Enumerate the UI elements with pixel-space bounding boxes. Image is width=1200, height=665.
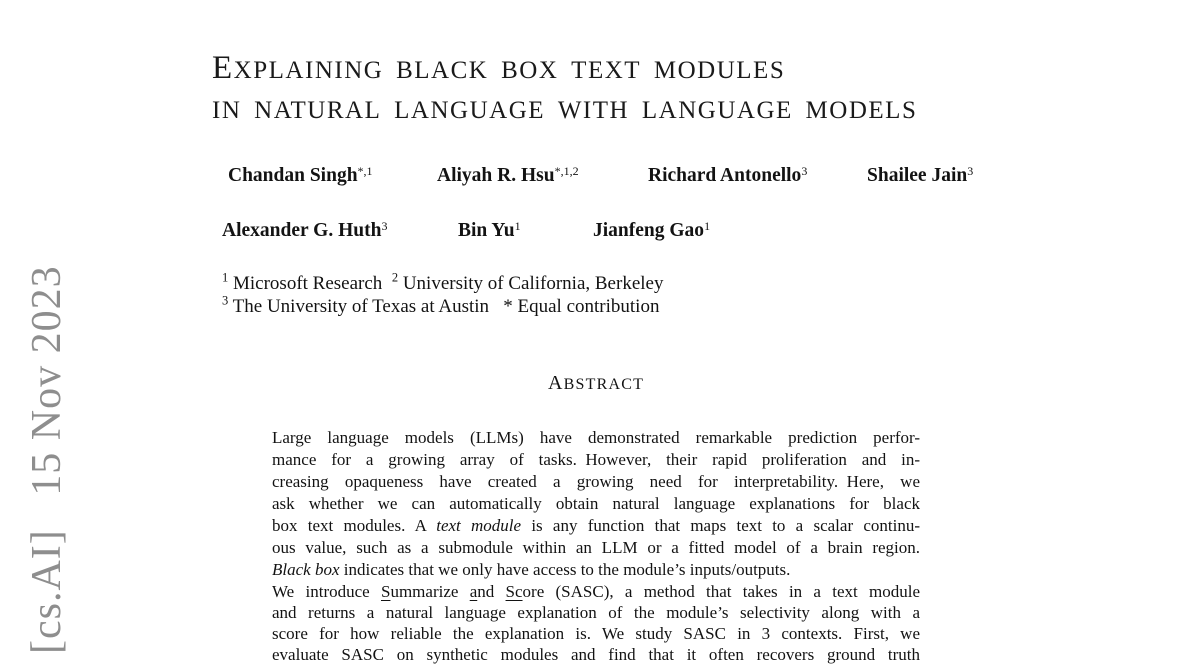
title-char: N	[430, 97, 451, 124]
title-char: A	[736, 97, 757, 124]
title-char: A	[273, 97, 291, 124]
author-superscript: 3	[967, 163, 974, 178]
abstract-text: is any function that maps text to a scalar continu-	[521, 516, 920, 535]
abstract-line	[272, 581, 920, 602]
author-superscript: 1	[514, 218, 521, 233]
abstract-line	[272, 602, 920, 623]
abstract-line	[272, 537, 920, 559]
author-name	[648, 165, 807, 187]
title-char: K	[468, 57, 489, 84]
author-name-text: Chandan Singh	[228, 165, 358, 186]
title-char: E	[587, 57, 605, 84]
abstract-text: ask whether we can automatically obtain natural language explanations for black	[272, 494, 920, 513]
title-char: E	[753, 57, 770, 84]
abstract-heading	[272, 372, 920, 395]
affiliation-superscript: 1	[222, 270, 229, 285]
author-name	[437, 165, 579, 187]
title-char: I	[212, 97, 222, 124]
title-char	[545, 90, 558, 126]
abstract-text: mance for a growing array of tasks. However, their rapid proliferation and in-	[272, 450, 920, 469]
abstract-paragraph-2	[272, 581, 920, 665]
author-name-text: Jianfeng Gao	[593, 220, 705, 241]
author-name-text: Bin Yu	[458, 220, 515, 241]
abstract-text: creasing opaqueness have created a growing need for interpretability. Here, we	[272, 472, 920, 491]
title-char: O	[829, 97, 849, 124]
author-name-text: Aliyah R. Hsu	[437, 165, 555, 186]
author-name	[458, 220, 521, 242]
arxiv-watermark: [cs.AI] 15 Nov 2023	[24, 265, 70, 654]
title-char: T	[624, 57, 642, 84]
title-char: W	[557, 97, 583, 124]
affiliation-text: University of California, Berkeley	[398, 273, 664, 294]
title-char: T	[585, 376, 597, 393]
title-char: U	[469, 97, 490, 124]
title-char: S	[769, 57, 786, 84]
abstract-text: nd	[477, 582, 506, 601]
title-char: G	[756, 97, 776, 124]
title-char: A	[345, 97, 365, 124]
title-char: C	[621, 376, 634, 393]
abstract-text: indicates that we only have access to the module’s inputs/outputs.	[339, 560, 791, 579]
abstract-underlined-text: S	[380, 582, 391, 601]
title-char: L	[641, 97, 659, 124]
title-char: T	[290, 97, 308, 124]
author-superscript: *,1	[357, 163, 373, 178]
title-char	[629, 90, 642, 126]
affiliation-line2	[222, 293, 660, 318]
abstract-line	[272, 471, 920, 493]
title-char	[383, 50, 396, 86]
title-char: L	[268, 57, 286, 84]
title-char: N	[314, 57, 335, 84]
abstract-text: We introduce	[272, 582, 381, 601]
title-char: E	[776, 97, 793, 124]
title-char: A	[489, 97, 509, 124]
title-char: T	[633, 376, 645, 393]
abstract-paragraph-1	[272, 427, 920, 581]
title-char: U	[716, 57, 737, 84]
title-char: L	[885, 97, 902, 124]
author-superscript: 1	[704, 218, 711, 233]
abstract-text: ummarize	[390, 582, 470, 601]
title-char: N	[221, 97, 242, 124]
abstract-underlined-text: a	[469, 582, 478, 601]
title-char: L	[414, 57, 432, 84]
title-char: E	[868, 97, 886, 124]
abstract-text: score for how reliable the explanation is. We study SASC in 3 contexts. First, we	[272, 624, 920, 643]
title-char	[381, 90, 394, 126]
title-char: E	[212, 50, 234, 86]
title-char: I	[582, 97, 593, 124]
paper-title-line1	[212, 50, 785, 87]
author-name	[228, 165, 373, 187]
title-char	[641, 50, 654, 86]
abstract-text: ore (SASC), a method that takes in a text module	[522, 582, 921, 601]
title-char: O	[519, 57, 539, 84]
title-char: G	[697, 97, 718, 124]
title-char: A	[608, 376, 622, 393]
title-char: C	[450, 57, 469, 84]
abstract-line	[272, 623, 920, 644]
title-char: T	[571, 57, 588, 84]
title-char: M	[653, 57, 678, 84]
author-name-text: Shailee Jain	[867, 165, 968, 186]
title-char: I	[334, 57, 345, 84]
title-char: U	[307, 97, 327, 124]
title-char: P	[253, 57, 269, 84]
title-char: N	[678, 97, 698, 124]
paper-title-line2	[212, 90, 917, 127]
title-char: S	[901, 97, 918, 124]
affiliation-superscript: 2	[391, 270, 399, 285]
abstract-text: evaluate SASC on synthetic modules and find that it often recovers ground truth	[272, 645, 920, 664]
title-char: G	[363, 57, 384, 84]
title-char: N	[254, 97, 274, 124]
title-char: D	[848, 97, 869, 124]
abstract-text: ous value, such as a submodule within an LLM or a fitted model of a brain region.	[272, 538, 920, 557]
title-char: X	[233, 57, 254, 84]
title-char: I	[304, 57, 315, 84]
affiliation-superscript: 3	[222, 293, 229, 308]
title-char	[488, 50, 501, 86]
title-char: G	[508, 97, 529, 124]
author-superscript: *,1,2	[554, 163, 579, 178]
title-char: N	[344, 57, 364, 84]
affiliation-text: The University of Texas at Austin * Equal contribution	[228, 296, 660, 317]
title-char: D	[697, 57, 717, 84]
author-superscript: 3	[801, 163, 808, 178]
author-name-text: Richard Antonello	[648, 165, 802, 186]
title-char: T	[592, 97, 610, 124]
title-char: L	[736, 57, 754, 84]
abstract-line	[272, 427, 920, 449]
title-char: A	[410, 97, 431, 124]
title-char: S	[575, 376, 586, 393]
title-char: B	[501, 57, 520, 84]
title-char: X	[604, 57, 625, 84]
title-char: X	[538, 57, 559, 84]
abstract-underlined-text: Sc	[505, 582, 523, 601]
abstract-line	[272, 644, 920, 665]
title-char	[793, 90, 806, 126]
author-name	[222, 220, 387, 242]
abstract-text: box text modules. A	[272, 516, 437, 535]
abstract-italic-text: text module	[436, 516, 522, 535]
abstract-italic-text: Black box	[272, 560, 340, 579]
abstract-line	[272, 493, 920, 515]
author-name	[593, 220, 710, 242]
author-name	[867, 165, 973, 187]
abstract-text: and returns a natural language explanation of the module’s selectivity along with a	[272, 603, 920, 622]
title-char: B	[563, 376, 576, 393]
author-name-text: Alexander G. Huth	[222, 220, 382, 241]
title-char: A	[431, 57, 451, 84]
abstract-line	[272, 449, 920, 471]
author-superscript: 3	[381, 218, 388, 233]
title-char	[241, 90, 254, 126]
abstract-line	[272, 515, 920, 537]
title-char: M	[805, 97, 830, 124]
affiliation-text: Microsoft Research	[228, 273, 392, 294]
title-char	[558, 50, 571, 86]
title-char: A	[658, 97, 679, 124]
abstract-text: Large language models (LLMs) have demonstrated remarkable prediction perfor-	[272, 428, 920, 447]
title-char: R	[596, 376, 609, 393]
title-char: A	[547, 372, 564, 394]
title-char: O	[677, 57, 698, 84]
title-char: E	[528, 97, 546, 124]
abstract-line	[272, 559, 920, 581]
title-char: G	[450, 97, 470, 124]
title-char: A	[285, 57, 305, 84]
title-char: H	[609, 97, 630, 124]
affiliation-line1	[222, 270, 664, 295]
title-char: B	[396, 57, 415, 84]
title-char: R	[326, 97, 346, 124]
title-char: L	[394, 97, 411, 124]
title-char: L	[364, 97, 382, 124]
title-char: U	[717, 97, 737, 124]
